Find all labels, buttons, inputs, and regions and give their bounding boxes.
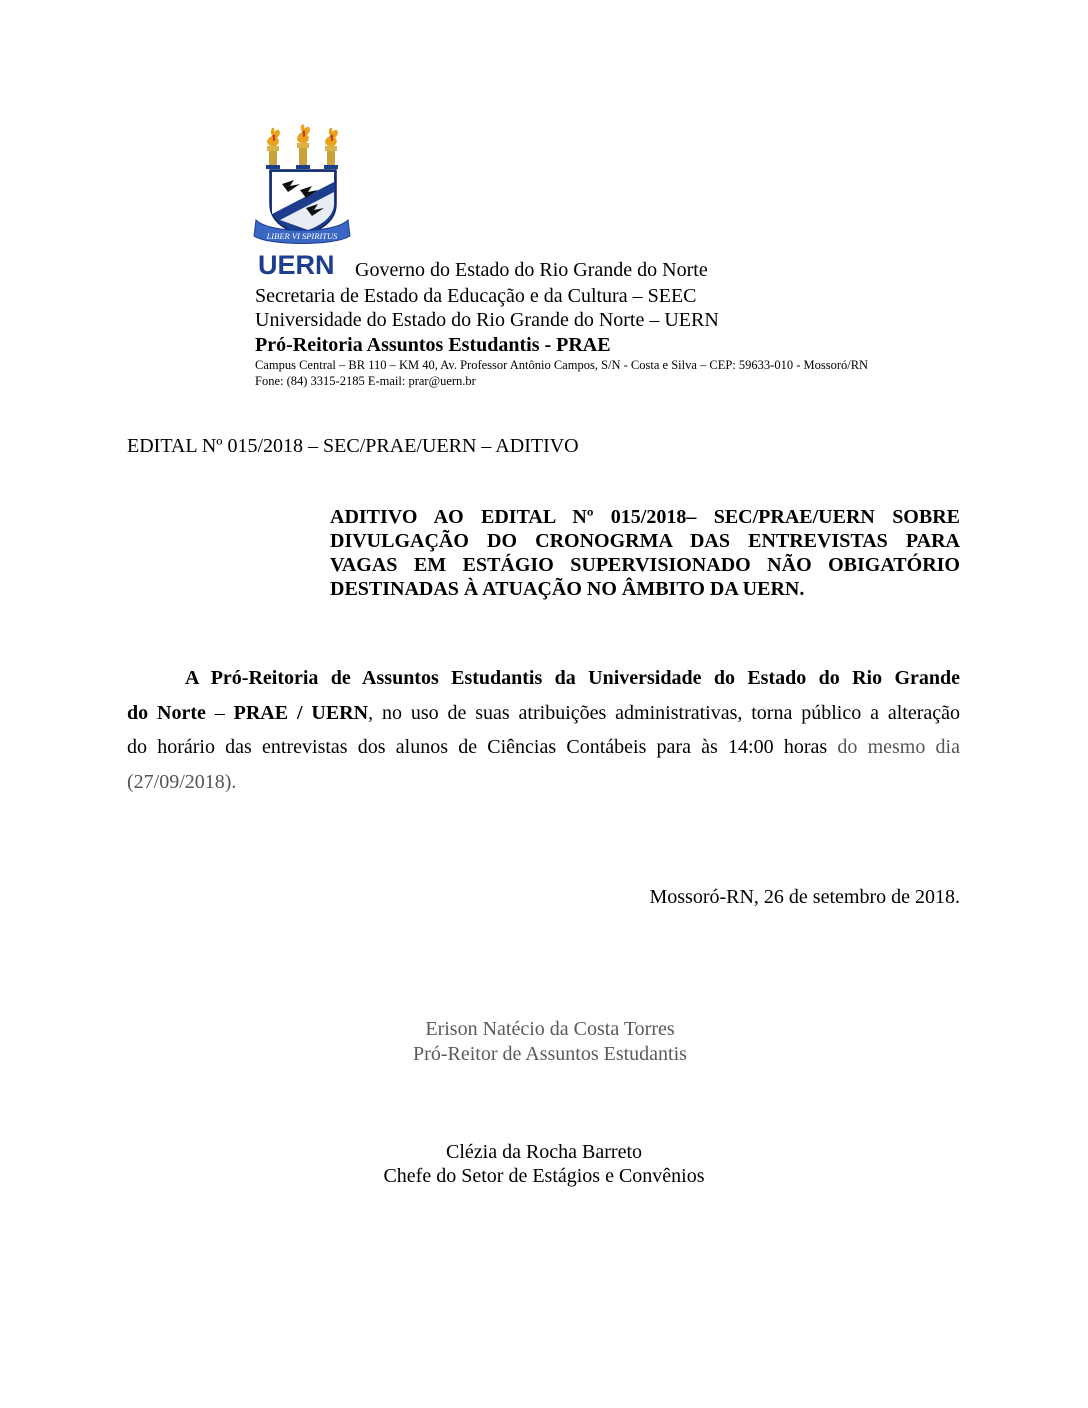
uern-coat-of-arms-icon xyxy=(250,124,354,252)
body-line xyxy=(127,661,960,696)
body-gray-text: do mesmo dia xyxy=(837,736,960,758)
subject-line: VAGAS EM ESTÁGIO SUPERVISIONADO NÃO OBIGATÓRIO xyxy=(330,554,960,576)
body-dash: – xyxy=(205,701,234,724)
subject-line: ADITIVO AO EDITAL Nº 015/2018– SEC/PRAE/UERN SOBRE xyxy=(330,506,960,528)
signatory-name: Erison Natécio da Costa Torres xyxy=(425,1018,675,1040)
body-bold-text: do Norte xyxy=(127,701,206,724)
motto-text: LIBER VI SPIRITUS xyxy=(266,231,338,241)
signatory-role: Pró-Reitor de Assuntos Estudantis xyxy=(413,1043,687,1065)
subject-line: DESTINADAS À ATUAÇÃO NO ÂMBITO DA UERN. xyxy=(330,578,805,600)
torch-center-icon xyxy=(296,124,310,169)
header-government: Governo do Estado do Rio Grande do Norte xyxy=(355,259,708,281)
body-text: do horário das entrevistas dos alunos de Ciências Contábeis para às 14:00 horas xyxy=(127,736,838,758)
header-contact: Fone: (84) 3315-2185 E-mail: prar@uern.br xyxy=(255,374,476,388)
body-paragraph xyxy=(127,661,960,799)
header-secretariat: Secretaria de Estado da Educação e da Cultura – SEEC xyxy=(255,285,697,307)
body-gray-text: (27/09/2018). xyxy=(127,770,237,793)
subject-block xyxy=(330,505,960,601)
signatory-role: Chefe do Setor de Estágios e Convênios xyxy=(383,1165,705,1187)
header-address: Campus Central – BR 110 – KM 40, Av. Professor Antônio Campos, S/N - Costa e Silva – CEP: 59633-010 - Mossoró/RN xyxy=(255,358,869,372)
body-line xyxy=(127,730,960,765)
uern-wordmark: UERN xyxy=(258,250,335,280)
body-bold-text: A Pró-Reitoria de Assuntos Estudantis da Universidade do Estado do Rio Grande xyxy=(185,667,960,689)
body-line xyxy=(127,696,960,731)
body-text: , no uso de suas atribuições administrativas, torna público a alteração xyxy=(368,701,961,724)
torch-right-icon xyxy=(324,128,338,169)
signatory-name: Clézia da Rocha Barreto xyxy=(445,1141,643,1163)
subject-line: DIVULGAÇÃO DO CRONOGRMA DAS ENTREVISTAS PARA xyxy=(330,530,960,552)
date-line: Mossoró-RN, 26 de setembro de 2018. xyxy=(649,886,960,908)
header-university: Universidade do Estado do Rio Grande do Norte – UERN xyxy=(255,309,719,331)
torch-left-icon xyxy=(266,128,280,169)
body-line xyxy=(127,765,960,800)
body-bold-text: PRAE / UERN xyxy=(233,701,369,724)
edital-number: EDITAL Nº 015/2018 – SEC/PRAE/UERN – ADITIVO xyxy=(127,435,579,457)
header-office: Pró-Reitoria Assuntos Estudantis - PRAE xyxy=(255,334,611,356)
